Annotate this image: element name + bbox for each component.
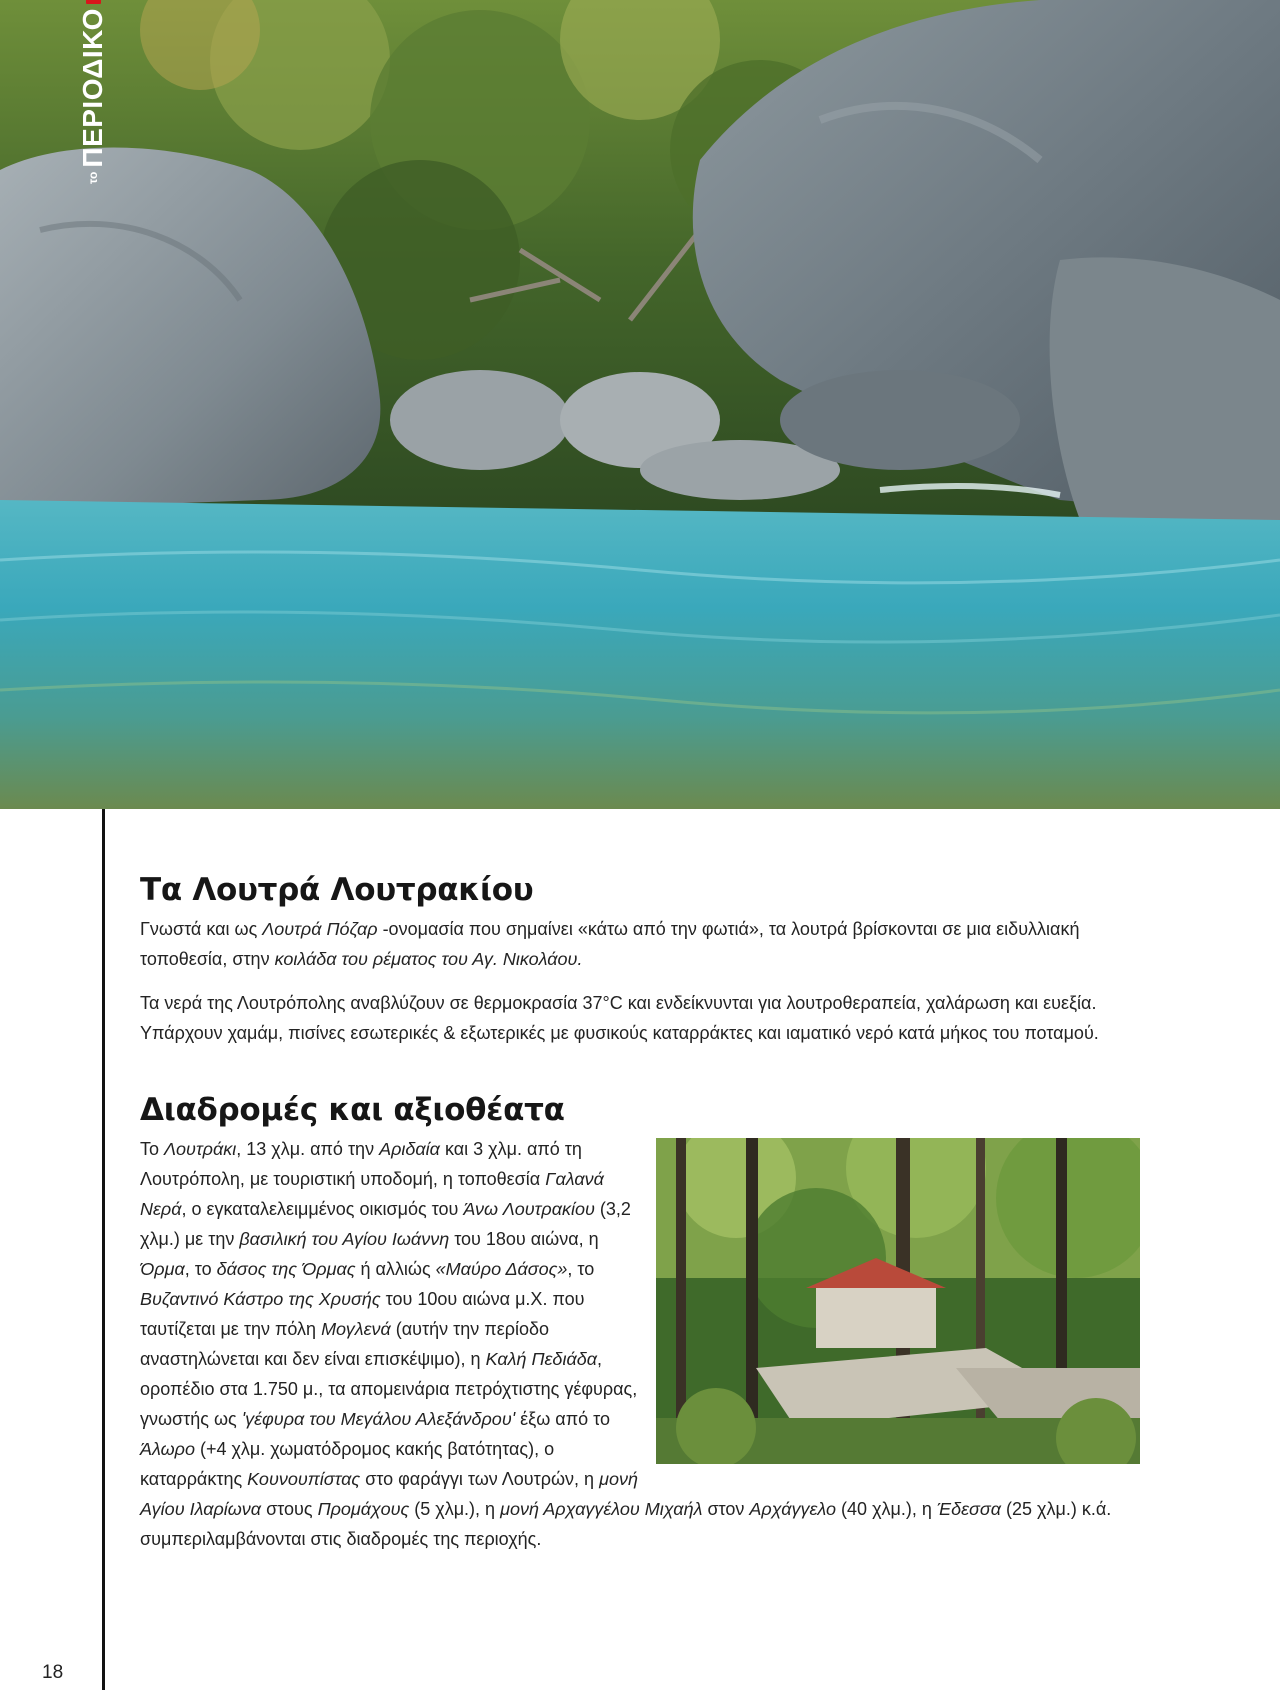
text-run: (40 χλμ.), η (836, 1499, 937, 1519)
italic-run: κοιλάδα του ρέματος του Αγ. Νικολάου. (274, 949, 583, 969)
italic-run: «Μαύρο Δάσος» (435, 1259, 568, 1279)
text-run: , το (567, 1259, 595, 1279)
paragraph (140, 988, 1140, 1048)
hero-photo (0, 0, 1280, 809)
italic-run: Αριδαία (379, 1139, 440, 1159)
italic-run: Καλή Πεδιάδα (485, 1349, 597, 1369)
text-run: (+4 χλμ. χωματόδρομος κακής βατότητας), ο καταρράκτης (140, 1439, 555, 1489)
section-title: Τα Λουτρά Λουτρακίου (140, 872, 534, 908)
text-run: του 18ου αιώνα, η (449, 1229, 599, 1249)
italic-run: Μογλενά (321, 1319, 391, 1339)
italic-run: Όρμα (140, 1259, 185, 1279)
italic-run: Λουτρά Πόζαρ (262, 919, 378, 939)
article-body (140, 872, 1140, 1554)
text-run: Το (140, 1139, 165, 1159)
italic-run: Λουτράκι (164, 1139, 237, 1159)
italic-run: Άνω Λουτρακίου (463, 1199, 595, 1219)
text-run: έξω από το (515, 1409, 610, 1429)
text-run: , το (184, 1259, 217, 1279)
text-run: (5 χλμ.), η (409, 1499, 501, 1519)
italic-run: μονή Αγίου Ιλαρίωνα (140, 1469, 638, 1519)
italic-run: μονή Αρχαγγέλου Μιχαήλ (500, 1499, 703, 1519)
text-run: -ονομασία που σημαίνει «κάτω από την φωτιά», τα λουτρά βρίσκονται σε μια ειδυλλιακή τοποθεσία, στην (140, 919, 1080, 969)
logo-wordmark: ΠΕΡΙΟΔΙΚΟ (77, 8, 108, 168)
text-run: (αυτήν την περίοδο αναστηλώνεται και δεν είναι επισκέψιμο), η (140, 1319, 549, 1369)
italic-run: Βυζαντινό Κάστρο της Χρυσής (140, 1289, 381, 1309)
logo-tag (86, 0, 101, 4)
italic-run: δάσος της Όρμας (216, 1259, 356, 1279)
italic-run: Γαλανά Νερά (140, 1169, 604, 1219)
text-run: (25 χλμ.) κ.ά. συμπεριλαμβάνονται στις διαδρομές της περιοχής. (140, 1499, 1112, 1549)
page-number: 18 (42, 1662, 64, 1683)
italic-run: Αρχάγγελο (749, 1499, 837, 1519)
section-title: Διαδρομές και αξιοθέατα (140, 1092, 565, 1128)
inset-photo (656, 1138, 1140, 1464)
italic-run: βασιλική του Αγίου Ιωάννη (239, 1229, 450, 1249)
text-run: και 3 χλμ. από τη Λουτρόπολη, με τουριστική υποδομή, η τοποθεσία (140, 1139, 582, 1189)
text-run: , 13 χλμ. από την (236, 1139, 380, 1159)
text-run: Τα νερά της Λουτρόπολης αναβλύζουν σε θερμοκρασία 37°C και ενδείκνυνται για λουτροθεραπεία, χαλάρωση και ευεξία. Υπάρχουν χαμάμ, πισίνες εσωτερικές & εξωτερικές με φυσικούς καταρράκτες και ιαματικό νερό κατά μήκος του ποταμού. (140, 993, 1099, 1043)
italic-run: Προμάχους (317, 1499, 410, 1519)
magazine-logo (18, 8, 168, 184)
italic-run: Κουνουπίστας (247, 1469, 361, 1489)
text-run: Γνωστά και ως (140, 919, 263, 939)
logo-prefix: το (86, 171, 100, 184)
text-run: στους (261, 1499, 318, 1519)
text-run: , ο εγκαταλελειμμένος οικισμός του (181, 1199, 464, 1219)
italic-run: Άλωρο (140, 1439, 195, 1459)
paragraph (140, 914, 1140, 974)
text-run: (3,2 χλμ.) με την (140, 1199, 631, 1249)
text-run: ή αλλιώς (355, 1259, 436, 1279)
margin-rule (102, 809, 105, 1690)
text-run: , οροπέδιο στα 1.750 μ., τα απομεινάρια πετρόχτιστης γέφυρας, γνωστής ως (140, 1349, 638, 1429)
italic-run: 'γέφυρα του Μεγάλου Αλεξάνδρου' (241, 1409, 516, 1429)
text-run: στο φαράγγι των Λουτρών, η (360, 1469, 600, 1489)
text-run: του 10ου αιώνα μ.Χ. που ταυτίζεται με την πόλη (140, 1289, 585, 1339)
italic-run: Έδεσσα (936, 1499, 1001, 1519)
text-run: στον (702, 1499, 750, 1519)
